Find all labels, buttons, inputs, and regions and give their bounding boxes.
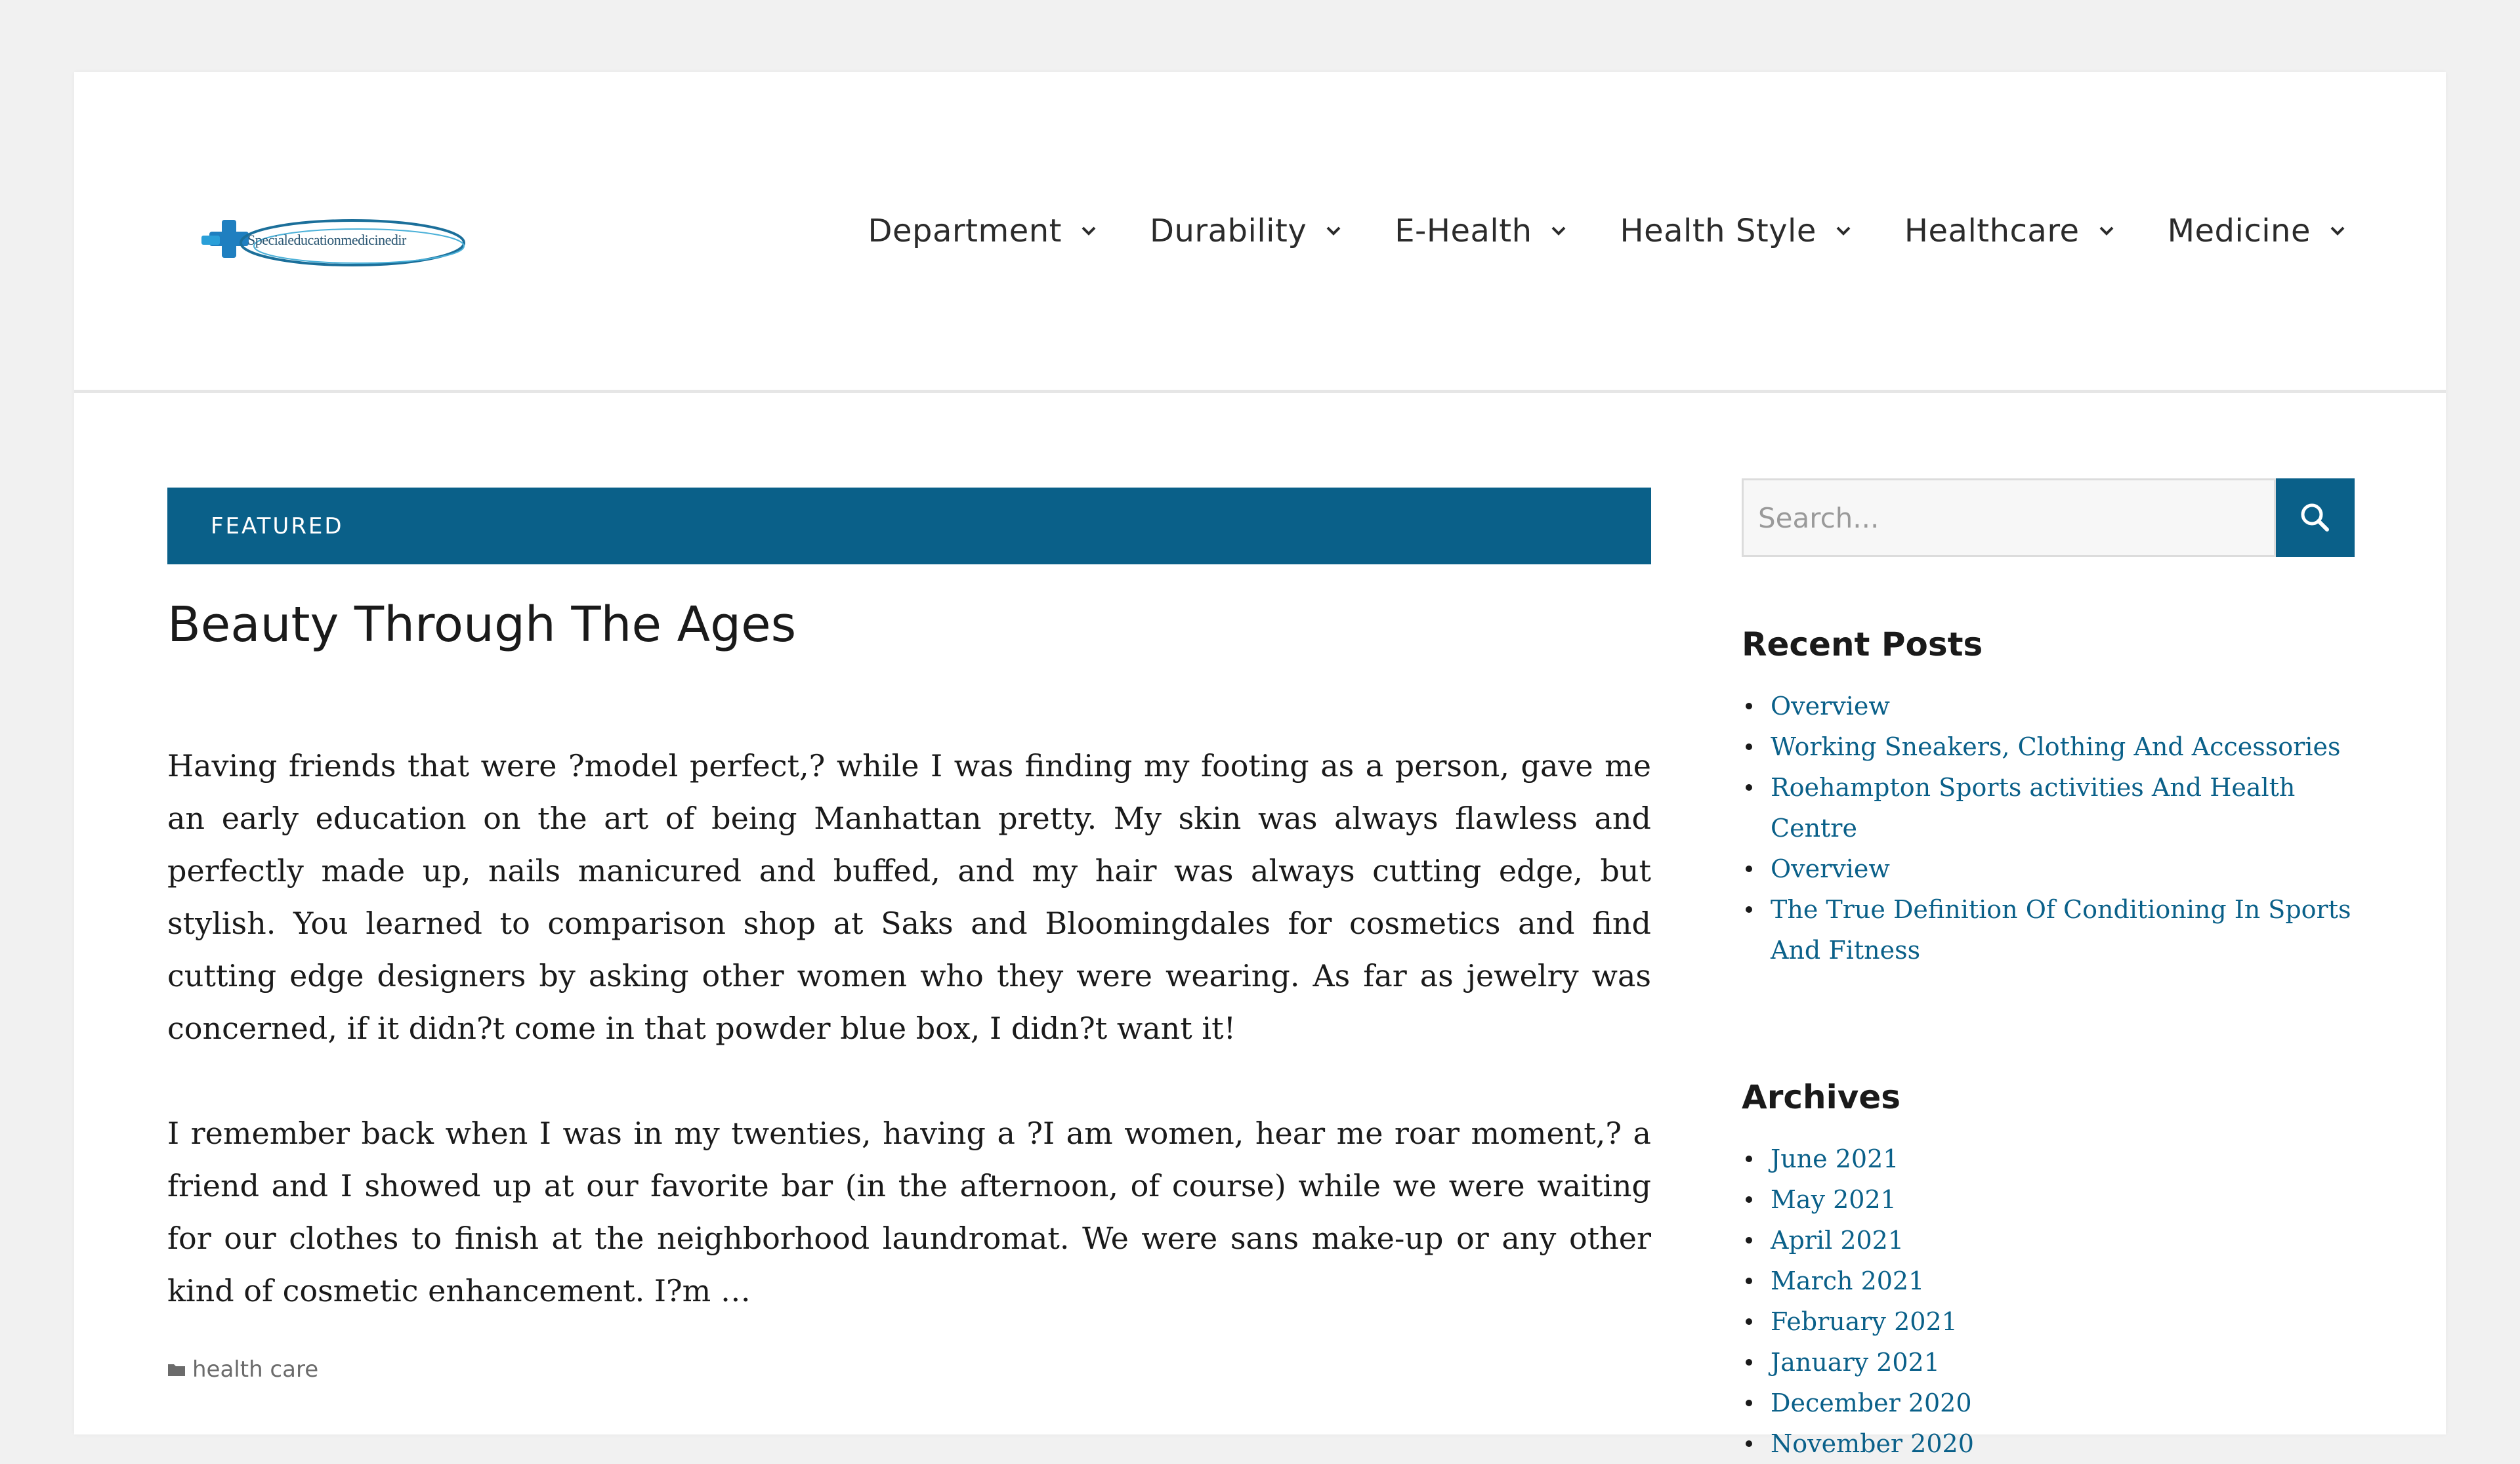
- chevron-down-icon: [1549, 221, 1568, 241]
- main-content: [167, 488, 1651, 1383]
- archive-link[interactable]: December 2020: [1771, 1389, 1972, 1417]
- nav-item-health-style[interactable]: [1620, 213, 1853, 249]
- featured-label: FEATURED: [211, 512, 344, 539]
- post-paragraph: I remember back when I was in my twenties, having a ?I am women, hear me roar moment,? a friend and I showed up at our favorite bar (in the afternoon, of course) while we were waiting for our clothes to finish at the neighborhood laundromat. We were sans make-up or any other kind of cosmetic enhancement. I?m …: [167, 1115, 1651, 1308]
- category-link[interactable]: health care: [192, 1356, 319, 1383]
- nav-label: Healthcare: [1904, 213, 2080, 249]
- primary-nav: [817, 72, 2347, 390]
- nav-label: Health Style: [1620, 213, 1816, 249]
- list-item: [1742, 1342, 2359, 1383]
- search-button[interactable]: [2276, 478, 2355, 557]
- list-item: [1742, 889, 2359, 971]
- search-input[interactable]: [1742, 478, 2276, 557]
- folder-icon: [167, 1362, 186, 1377]
- recent-posts-list: [1742, 686, 2359, 971]
- list-item: [1742, 1301, 2359, 1342]
- list-item: [1742, 1261, 2359, 1301]
- list-item: [1742, 1423, 2359, 1464]
- nav-item-medicine[interactable]: [2168, 213, 2347, 249]
- nav-item-e-health[interactable]: [1395, 213, 1568, 249]
- recent-posts-title: Recent Posts: [1742, 625, 1983, 663]
- archive-link[interactable]: January 2021: [1771, 1348, 1940, 1377]
- featured-banner: [167, 488, 1651, 564]
- recent-post-link[interactable]: Overview: [1771, 692, 1890, 721]
- archive-link[interactable]: May 2021: [1771, 1185, 1897, 1214]
- recent-post-link[interactable]: Working Sneakers, Clothing And Accessories: [1771, 732, 2341, 761]
- nav-label: Durability: [1149, 213, 1307, 249]
- logo-text: Specialeducationmedicinedir: [247, 232, 406, 248]
- sidebar: [1742, 478, 2359, 1464]
- post-body: [167, 740, 1651, 1317]
- list-item: [1742, 686, 2359, 726]
- archive-link[interactable]: June 2021: [1771, 1144, 1899, 1173]
- list-item: [1742, 1139, 2359, 1179]
- nav-item-department[interactable]: [868, 213, 1099, 249]
- chevron-down-icon: [2097, 221, 2116, 241]
- recent-post-link[interactable]: Roehampton Sports activities And Health Centre: [1771, 773, 2296, 843]
- archives-list: [1742, 1139, 2359, 1464]
- search-form: [1742, 478, 2359, 557]
- nav-label: Department: [868, 213, 1062, 249]
- post-paragraph: Having friends that were ?model perfect,? while I was finding my footing as a person, gave me an early education on the art of being Manhattan pretty. My skin was always flawless and perfectly made up, nails manicured and buffed, and my hair was always cutting edge, but stylish. You learned to comparison shop at Saks and Bloomingdales for cosmetics and find cutting edge designers by asking other women who they were wearing. As far as jewelry was concerned, if it didn?t come in that powder blue box, I didn?t want it!: [167, 747, 1651, 1046]
- archives-title: Archives: [1742, 1078, 1900, 1116]
- site-header: [74, 72, 2446, 393]
- archive-link[interactable]: March 2021: [1771, 1266, 1925, 1295]
- nav-label: E-Health: [1395, 213, 1532, 249]
- chevron-down-icon: [1079, 221, 1099, 241]
- chevron-down-icon: [1834, 221, 1853, 241]
- search-icon: [2297, 499, 2334, 536]
- archive-link[interactable]: February 2021: [1771, 1307, 1958, 1336]
- list-item: [1742, 1383, 2359, 1423]
- nav-item-healthcare[interactable]: [1904, 213, 2116, 249]
- archive-link[interactable]: November 2020: [1771, 1429, 1974, 1458]
- chevron-down-icon: [2328, 221, 2347, 241]
- nav-item-durability[interactable]: [1150, 213, 1343, 249]
- nav-label: Medicine: [2167, 213, 2311, 249]
- site-logo[interactable]: [195, 207, 471, 279]
- post-meta: [167, 1356, 1651, 1383]
- list-item: [1742, 767, 2359, 848]
- chevron-down-icon: [1324, 221, 1343, 241]
- recent-post-link[interactable]: The True Definition Of Conditioning In Sports And Fitness: [1771, 895, 2351, 965]
- post-title[interactable]: Beauty Through The Ages: [167, 596, 797, 653]
- archive-link[interactable]: April 2021: [1771, 1226, 1904, 1255]
- list-item: [1742, 1179, 2359, 1220]
- site-container: [74, 72, 2446, 1458]
- recent-post-link[interactable]: Overview: [1771, 854, 1890, 883]
- list-item: [1742, 848, 2359, 889]
- list-item: [1742, 1220, 2359, 1261]
- list-item: [1742, 726, 2359, 767]
